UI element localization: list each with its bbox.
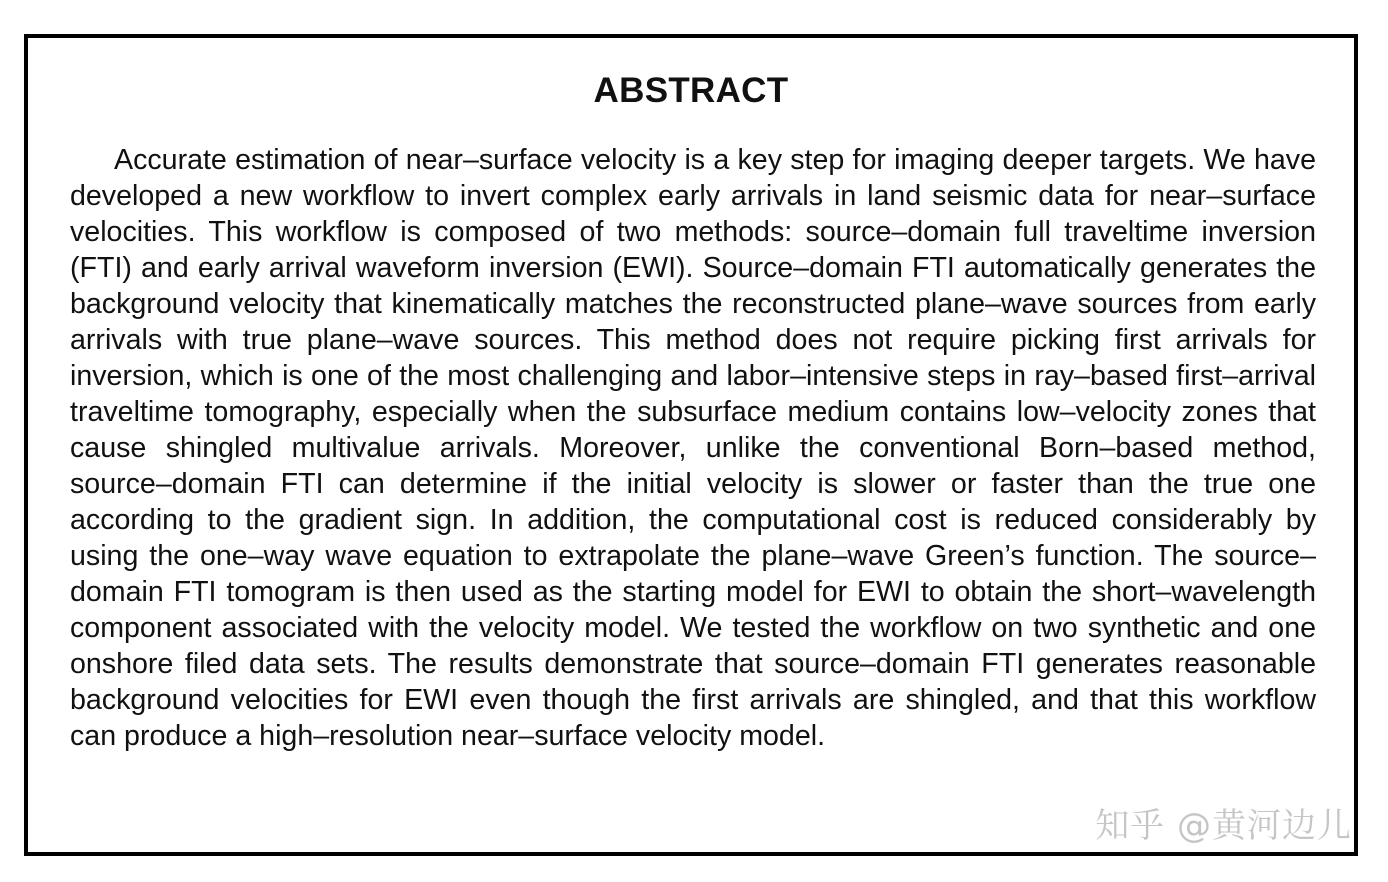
watermark: 知乎 @黄河边儿: [1095, 806, 1352, 846]
abstract-paragraph: Accurate estimation of near–surface velocity is a key step for imaging deeper targets. We have developed a new workflow to invert complex early arrivals in land seismic data for near–surface velocities. This workflow is composed of two methods: source–domain full traveltime inversion (FTI) and early arrival waveform inversion (EWI). Source–domain FTI automatically generates the background velocity that kinematically matches the reconstructed plane–wave sources from early arrivals with true plane–wave sources. This method does not require picking first arrivals for inversion, which is one of the most challenging and labor–intensive steps in ray–based first–arrival traveltime tomography, especially when the subsurface medium contains low–velocity zones that cause shingled multivalue arrivals. Moreover, unlike the conventional Born–based method, source–domain FTI can determine if the initial velocity is slower or faster than the true one according to the gradient sign. In addition, the computational cost is reduced considerably by using the one–way wave equation to extrapolate the plane–wave Green’s function. The source–domain FTI tomogram is then used as the starting model for EWI to obtain the short–wavelength component associated with the velocity model. We tested the workflow on two synthetic and one onshore filed data sets. The results demonstrate that source–domain FTI generates reasonable background velocities for EWI even though the first arrivals are shingled, and that this workflow can produce a high–resolution near–surface velocity model.: [70, 144, 1316, 752]
abstract-heading: ABSTRACT: [593, 71, 789, 110]
abstract-frame: [24, 34, 1358, 856]
